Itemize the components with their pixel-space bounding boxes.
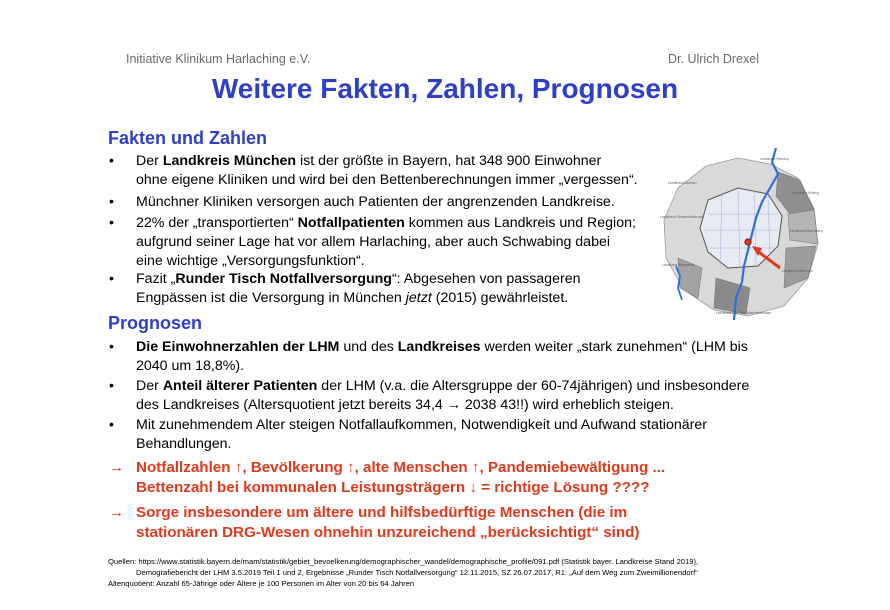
map-label-bad-toelz: Landkreis Bad Tölz-Wolfratshausen <box>716 311 772 315</box>
footer-sources-line2: Demografiebericht der LHM 3.5.2019 Teil 1 und 2, Ergebnisse „Runder Tisch Notfallversorgung“ 12.11.2015, SZ 26.07.2017, R1: „Auf dem Weg zum Zweimillionendorf“ <box>136 568 698 577</box>
map-label-landkreis-muenchen: Landkreis München <box>782 269 813 273</box>
bullet-dot: • <box>109 194 114 210</box>
bullet-dot: • <box>109 271 114 287</box>
map-label-erding: Landkreis Erding <box>792 191 819 195</box>
bullet-dot: • <box>109 417 114 433</box>
bullet-fazit: • Fazit „Runder Tisch Notfallversorgung“: Abgesehen von passageren Engpässen ist die Versorgung in München jetzt (2015) gewährleistet. <box>109 271 581 306</box>
header-organization: Initiative Klinikum Harlaching e.V. <box>126 52 311 66</box>
footer-sources-line1: Quellen: https://www.statistik.bayern.de/mam/statistik/gebiet_bevoelkerung/demographischer_wandel/demographische_profile/091.pdf (Statistik bayer. Landkreise Stand 2019), <box>108 557 699 566</box>
map-label-ebersberg: Landkreis Ebersberg <box>790 229 823 233</box>
bullet-dot: • <box>109 339 114 355</box>
conclusion-notfallzahlen: → Notfallzahlen ↑, Bevölkerung ↑, alte Menschen ↑, Pandemiebewältigung ... Bettenzahl bei kommunalen Leistungsträgern ↓ = richtige Lösung ???? <box>109 459 666 496</box>
bullet-einwohnerzahlen: • Die Einwohnerzahlen der LHM und des Landkreises werden weiter „stark zunehmen“ (LHM bis 2040 um 18,8%). <box>109 339 748 374</box>
section-heading-facts: Fakten und Zahlen <box>108 128 268 148</box>
footer-altenquotient: Altenquotient: Anzahl 65-Jährige oder Ältere je 100 Personen im Alter von 20 bis 64 Jahren <box>108 579 415 588</box>
bullet-notfallaufkommen: • Mit zunehmendem Alter steigen Notfallaufkommen, Notwendigkeit und Aufwand stationärer Behandlungen. <box>109 417 707 452</box>
bullet-dot: • <box>109 215 114 231</box>
bullet-notfallpatienten: • 22% der „transportierten“ Notfallpatienten kommen aus Landkreis und Region; aufgrund seiner Lage hat vor allem Harlaching, aber auch Schwabing dabei eine wichtige „Versorgungsfunktion“. <box>109 215 636 269</box>
bullet-dot: • <box>109 153 114 169</box>
bullet-landkreis: • Der Landkreis München ist der größte in Bayern, hat 348 900 Einwohner ohne eigene Kliniken und wird bei den Bettenberechnungen immer „vergessen“. <box>109 153 638 188</box>
arrow-icon: → <box>109 459 125 476</box>
map-label-starnberg: Landkreis Starnberg <box>662 263 695 267</box>
munich-region-map <box>658 148 824 320</box>
bullet-aeltere-patienten: • Der Anteil älterer Patienten der LHM (v.a. die Altersgruppe der 60-74jährigen) und insbesondere des Landkreises (Altersquotient jetzt bereits 34,4 → 2038 43!!) wird erheblich steigen. <box>109 378 750 413</box>
map-label-freising: Landkreis Freising <box>760 157 789 161</box>
header-author: Dr. Ulrich Drexel <box>668 52 759 66</box>
section-heading-prognoses: Prognosen <box>108 313 203 333</box>
page-title: Weitere Fakten, Zahlen, Prognosen <box>211 73 679 104</box>
bullet-dot: • <box>109 378 114 394</box>
map-label-dachau: Landkreis Dachau <box>668 181 697 185</box>
bullet-kliniken: • Münchner Kliniken versorgen auch Patienten der angrenzenden Landkreise. <box>109 194 615 210</box>
arrow-icon: → <box>109 504 125 521</box>
conclusion-sorge: → Sorge insbesondere um ältere und hilfsbedürftige Menschen (die im stationären DRG-Wesen ohnehin unzureichend „berücksichtigt“ sind) <box>109 504 640 541</box>
map-label-fuerstenfeldbruck: Landkreis Fürstenfeldbruck <box>660 215 704 219</box>
